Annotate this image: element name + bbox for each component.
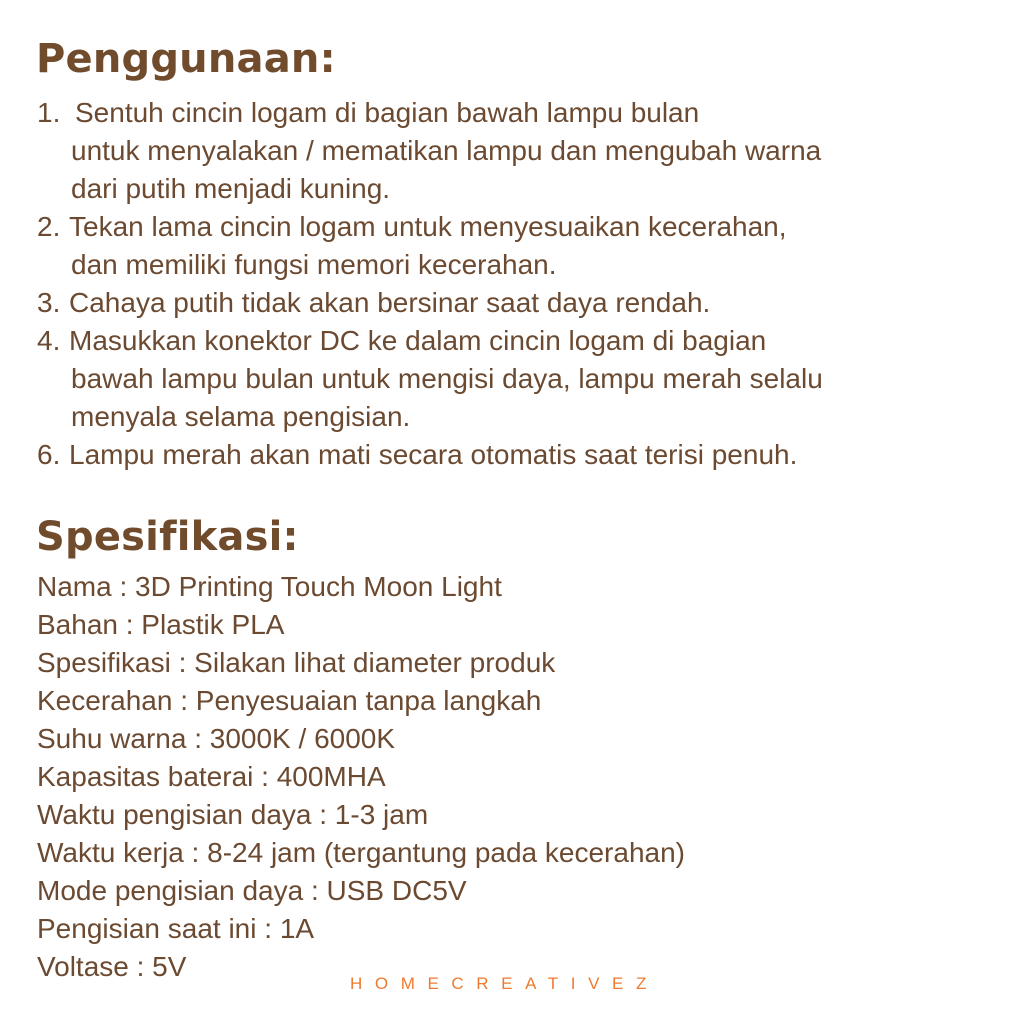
- spec-item-working-time: Waktu kerja : 8-24 jam (tergantung pada kecerahan): [37, 837, 685, 868]
- usage-item-number: 3.: [37, 287, 61, 318]
- usage-item-line: menyala selama pengisian.: [71, 401, 411, 432]
- spec-item-color-temperature: Suhu warna : 3000K / 6000K: [37, 723, 396, 754]
- usage-item: [37, 208, 997, 284]
- usage-item: [37, 436, 997, 474]
- usage-item-line: untuk menyalakan / mematikan lampu dan mengubah warna: [71, 135, 822, 166]
- usage-item-line: Cahaya putih tidak akan bersinar saat daya rendah.: [69, 287, 711, 318]
- specifications-list: [37, 568, 997, 986]
- spec-item-voltage: Voltase : 5V: [37, 951, 187, 982]
- brand-wordmark: HOMECREATIVEZ: [350, 974, 659, 993]
- usage-item-line: Sentuh cincin logam di bagian bawah lampu bulan: [75, 97, 700, 128]
- usage-list: [37, 94, 997, 474]
- usage-item: [37, 94, 997, 208]
- usage-item: [37, 284, 997, 322]
- spec-item-charging-time: Waktu pengisian daya : 1-3 jam: [37, 799, 429, 830]
- usage-item-line: Lampu merah akan mati secara otomatis saat terisi penuh.: [69, 439, 798, 470]
- usage-item-number: 4.: [37, 325, 61, 356]
- usage-item-line: Tekan lama cincin logam untuk menyesuaikan kecerahan,: [69, 211, 787, 242]
- spec-item-name: Nama : 3D Printing Touch Moon Light: [37, 571, 502, 602]
- usage-item-line: Masukkan konektor DC ke dalam cincin logam di bagian: [69, 325, 767, 356]
- usage-item-number: 6.: [37, 439, 61, 470]
- spec-item-brightness: Kecerahan : Penyesuaian tanpa langkah: [37, 685, 542, 716]
- spec-item-specification: Spesifikasi : Silakan lihat diameter produk: [37, 647, 556, 678]
- spec-item-charging-mode: Mode pengisian daya : USB DC5V: [37, 875, 467, 906]
- usage-item: [37, 322, 997, 436]
- usage-item-line: dari putih menjadi kuning.: [71, 173, 391, 204]
- usage-item-number: 1.: [37, 97, 61, 128]
- usage-item-number: 2.: [37, 211, 61, 242]
- spec-item-battery-capacity: Kapasitas baterai : 400MHA: [37, 761, 386, 792]
- spec-item-material: Bahan : Plastik PLA: [37, 609, 285, 640]
- usage-item-line: dan memiliki fungsi memori kecerahan.: [71, 249, 557, 280]
- usage-heading: Penggunaan:: [36, 36, 336, 82]
- specifications-heading: Spesifikasi:: [36, 514, 299, 560]
- usage-item-line: bawah lampu bulan untuk mengisi daya, lampu merah selalu: [71, 363, 823, 394]
- spec-item-charging-current: Pengisian saat ini : 1A: [37, 913, 315, 944]
